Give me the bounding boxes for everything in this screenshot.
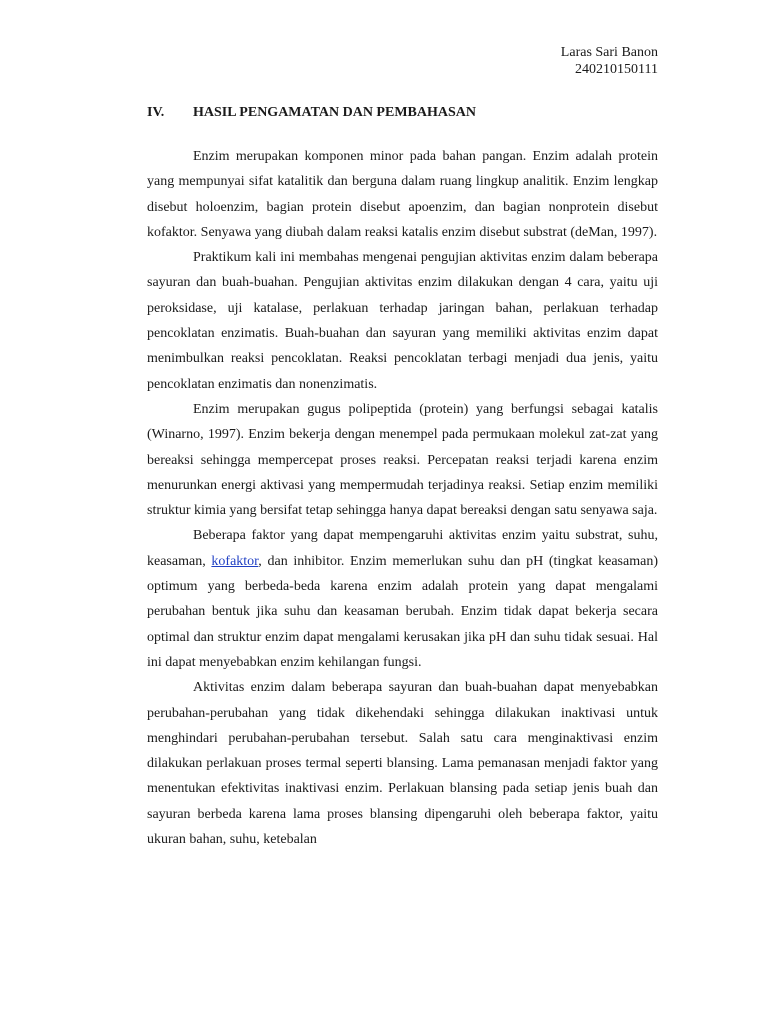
paragraph-4 (147, 523, 658, 675)
kofaktor-link[interactable]: kofaktor (211, 553, 259, 569)
paragraph-1: Enzim merupakan komponen minor pada bahan pangan. Enzim adalah protein yang mempunyai sifat katalitik dan berguna dalam ruang lingkup analitik. Enzim lengkap disebut holoenzim, bagian protein disebut apoenzim, dan bagian nonprotein disebut kofaktor. Senyawa yang diubah dalam reaksi katalis enzim disebut substrat (deMan, 1997). (147, 149, 658, 240)
paragraph-2: Praktikum kali ini membahas mengenai pengujian aktivitas enzim dalam beberapa sayuran dan buah-buahan. Pengujian aktivitas enzim dilakukan dengan 4 cara, yaitu uji peroksidase, uji katalase, perlakuan terhadap jaringan bahan, perlakuan terhadap pencoklatan enzimatis. Buah-buahan dan sayuran yang memiliki aktivitas enzim dapat menimbulkan reaksi pencoklatan. Reaksi pencoklatan terbagi menjadi dua jenis, yaitu pencoklatan enzimatis dan nonenzimatis. (147, 250, 658, 392)
author-block (561, 44, 658, 78)
paragraph-4-text-start: Beberapa faktor yang dapat mempengaruhi aktivitas enzim yaitu substrat, suhu, keasaman, (147, 528, 658, 569)
section-title: HASIL PENGAMATAN DAN PEMBAHASAN (193, 105, 476, 120)
paragraph-5: Aktivitas enzim dalam beberapa sayuran dan buah-buahan dapat menyebabkan perubahan-perubahan yang tidak dikehendaki sehingga dilakukan inaktivasi untuk menghindari perubahan-perubahan tersebut. Salah satu cara menginaktivasi enzim dilakukan perlakuan proses termal seperti blansing. Lama pemanasan menjadi faktor yang menentukan efektivitas inaktivasi enzim. Perlakuan blansing pada setiap jenis buah dan sayuran berbeda karena lama proses blansing dipengaruhi oleh beberapa faktor, yaitu ukuran bahan, suhu, ketebalan (147, 680, 658, 848)
body-text (147, 144, 658, 852)
author-name: Laras Sari Banon (560, 45, 658, 60)
student-id: 240210150111 (575, 62, 658, 77)
section-heading (147, 104, 476, 122)
section-number: IV. (147, 105, 165, 120)
paragraph-4-text-end: , dan inhibitor. Enzim memerlukan suhu dan pH (tingkat keasaman) optimum yang berbeda-beda karena enzim adalah protein yang dapat mengalami perubahan bentuk jika suhu dan keasaman berubah. Enzim tidak dapat bekerja secara optimal dan struktur enzim dapat mengalami kerusakan jika pH dan suhu tidak sesuai. Hal ini dapat menyebabkan enzim kehilangan fungsi. (147, 553, 658, 670)
paragraph-3: Enzim merupakan gugus polipeptida (protein) yang berfungsi sebagai katalis (Winarno, 1997). Enzim bekerja dengan menempel pada permukaan molekul zat-zat yang bereaksi sehingga mempercepat proses reaksi. Percepatan reaksi terjadi karena enzim menurunkan energi aktivasi yang mempermudah terjadinya reaksi. Setiap enzim memiliki struktur kimia yang bersifat tetap sehingga hanya dapat bereaksi dengan satu senyawa saja. (147, 401, 658, 519)
